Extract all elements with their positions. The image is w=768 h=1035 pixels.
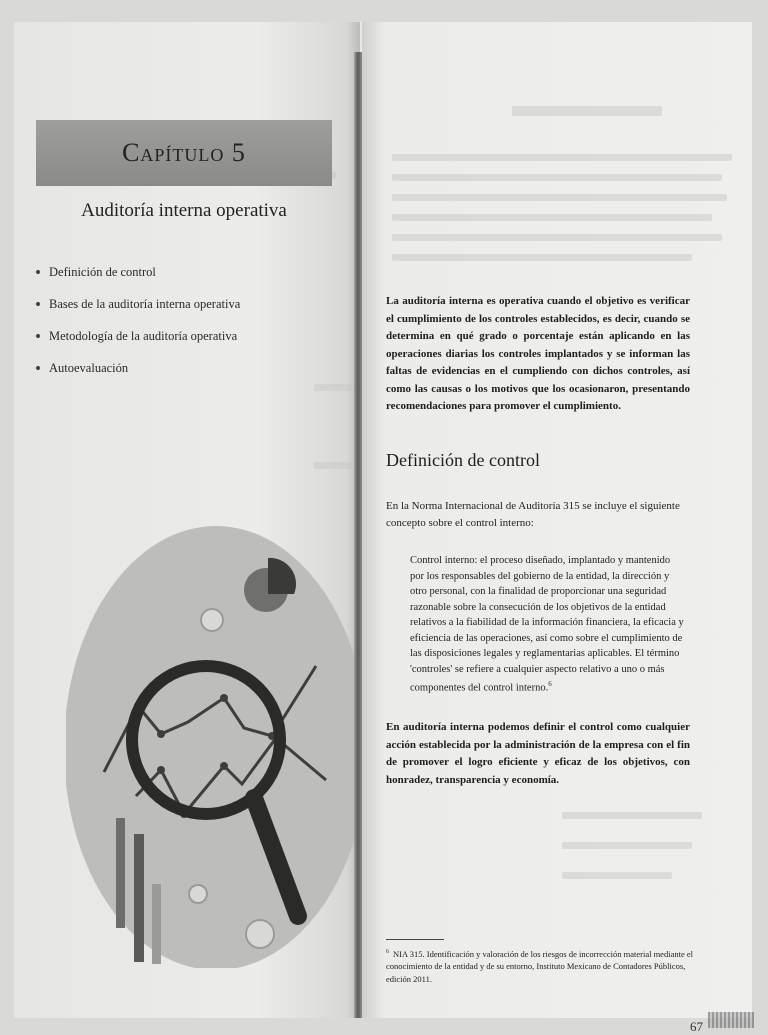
bleed-through-mark: [392, 234, 722, 241]
bullet-icon: [36, 302, 40, 306]
quote-text: Control interno: el proceso diseñado, implantado y mantenido por los responsables del gobierno de la entidad, la dirección y otro personal, con la finalidad de proporcionar una seguridad razonable sobre la consecución de los objetivos de la entidad relativos a la fiabilidad de la información financiera, la eficacia y eficiencia de las operaciones, así como sobre el cumplimiento de las disposiciones legales y reglamentarias aplicables. El término 'controles' se refiere a cualquier aspecto relativo a uno o más componentes del control interno.: [410, 555, 684, 694]
bleed-through-mark: [392, 254, 692, 261]
intro-paragraph: La auditoría interna es operativa cuando el objetivo es verificar el cumplimiento de los controles establecidos, es decir, cuando se determina en qué grado o porcentaje están aplicando en las operaciones diarias los controles implantados y se informan las faltas de evidencias en el cumpliendo con dichos controles, así como las causas o los motivos que los ocasionaron, presentando recomendaciones para promover el cumplimiento.: [386, 295, 690, 412]
bleed-through-mark: [562, 872, 672, 879]
bullet-icon: [36, 366, 40, 370]
chapter-title: Auditoría interna operativa: [81, 200, 287, 221]
bleed-through-mark: [314, 384, 354, 391]
audit-illustration: [66, 498, 360, 968]
book-spine: [354, 52, 362, 1018]
footnote-text: NIA 315. Identificación y valoración de los riesgos de incorrección material mediante el conocimiento de la entidad y de su entorno, Instituto Mexicano de Contadores Públicos, edición 2011.: [386, 948, 693, 984]
left-page: [14, 22, 360, 1018]
chapter-banner: [36, 120, 332, 186]
bleed-through-mark: [392, 214, 712, 221]
bleed-through-mark: [392, 174, 722, 181]
footnote-divider: [386, 939, 444, 940]
topic-item: [36, 256, 240, 288]
bullet-icon: [36, 270, 40, 274]
page-number: 67: [690, 1019, 703, 1034]
bleed-through-mark: [392, 154, 732, 161]
conclusion-paragraph: En auditoría interna podemos definir el control como cualquier acción establecida por la administración de la empresa con el fin de promover el logro eficiente y eficaz de los objetivos, con honradez, transparencia y economía.: [386, 721, 690, 786]
footnote-reference: 6: [548, 680, 552, 688]
book-spread: [14, 22, 752, 1034]
section-intro-paragraph: En la Norma Internacional de Auditoría 315 se incluye el siguiente concepto sobre el control interno:: [386, 500, 680, 529]
section-heading: Definición de control: [386, 450, 540, 470]
topic-label: Definición de control: [49, 265, 156, 279]
bleed-through-mark: [562, 842, 692, 849]
chapter-label: Capítulo 5: [122, 138, 246, 167]
chapter-topics-list: [36, 256, 240, 384]
topic-label: Metodología de la auditoría operativa: [49, 329, 238, 343]
footnote-number: 6: [386, 949, 389, 955]
bleed-through-mark: [512, 106, 662, 116]
topic-label: Autoevaluación: [49, 361, 129, 375]
library-barcode-sticker: [708, 1012, 754, 1028]
topic-item: [36, 352, 240, 384]
bleed-through-mark: [562, 812, 702, 819]
footnote: [386, 946, 696, 985]
topic-item: [36, 320, 240, 352]
control-definition-quote: [410, 553, 686, 696]
topic-label: Bases de la auditoría interna operativa: [49, 297, 241, 311]
bullet-icon: [36, 334, 40, 338]
topic-item: [36, 288, 240, 320]
bleed-through-mark: [314, 462, 354, 469]
bleed-through-mark: [392, 194, 727, 201]
background-circle: [66, 526, 360, 968]
